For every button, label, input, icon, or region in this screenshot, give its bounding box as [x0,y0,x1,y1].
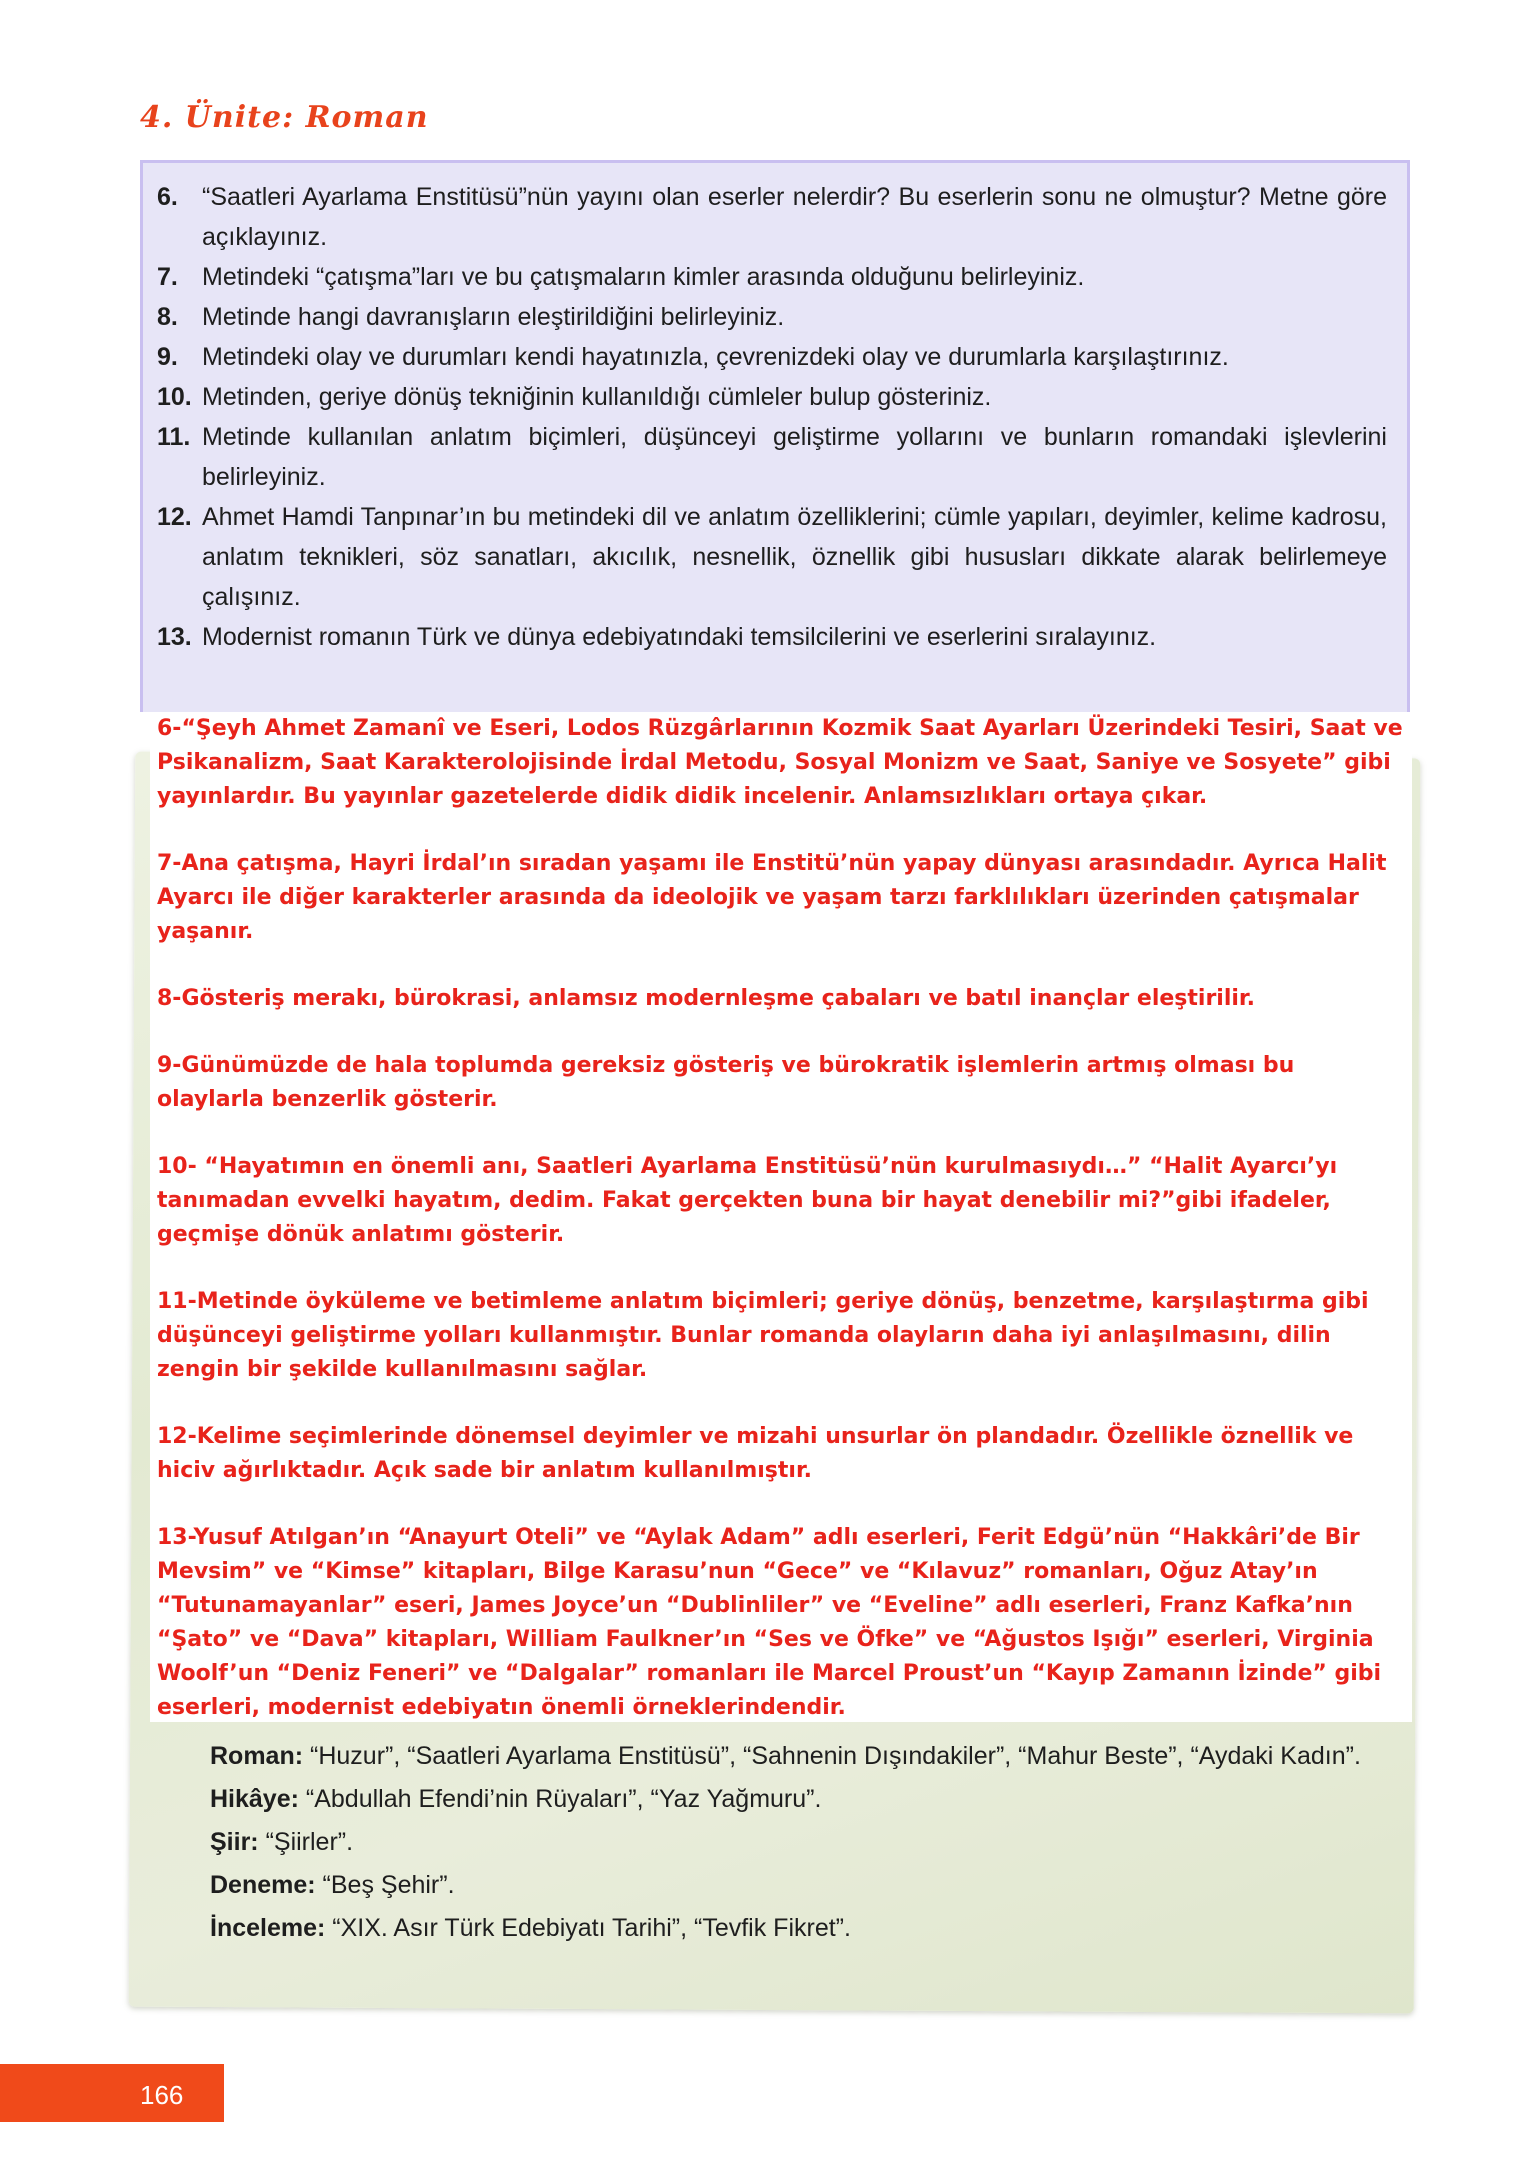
answers-block [150,712,1412,1722]
answer-7: 7-Ana çatışma, Hayri İrdal’ın sıradan yaşamı ile Enstitü’nün yapay dünyası arasındadır. Ayrıca Halit Ayarcı ile diğer karakterler arasında da ideolojik ve yaşam tarzı farklılıkları üzerinden çatışmalar yaşanır. [157,851,1387,944]
works-inceleme-text: “XIX. Asır Türk Edebiyatı Tarihi”, “Tevfik Fikret”. [325,1914,851,1942]
question-11 [157,417,1387,497]
question-number: 7. [157,263,178,291]
works-deneme-text: “Beş Şehir”. [315,1871,455,1899]
question-9 [157,337,1387,377]
answer-6: 6-“Şeyh Ahmet Zamanî ve Eseri, Lodos Rüzgârlarının Kozmik Saat Ayarları Üzerindeki Tesiri, Saat ve Psikanalizm, Saat Karakterolojisinde İrdal Metodu, Sosyal Monizm ve Saat, Saniye ve Sosyete” gibi yayınlardır. Bu yayınlar gazetelerde didik didik incelenir. Anlamsızlıkları ortaya çıkar. [157,716,1403,809]
works-inceleme-label: İnceleme: [210,1914,326,1942]
works-list [160,1735,1405,1950]
question-text: Metindeki “çatışma”ları ve bu çatışmaların kimler arasında olduğunu belirleyiniz. [202,263,1085,291]
answer-11: 11-Metinde öyküleme ve betimleme anlatım biçimleri; geriye dönüş, benzetme, karşılaştırma gibi düşünceyi geliştirme yolları kullanmıştır. Bunlar romanda olayların daha iyi anlaşılmasını, dilin zengin bir şekilde kullanılmasını sağlar. [157,1289,1369,1382]
question-text: Ahmet Hamdi Tanpınar’ın bu metindeki dil ve anlatım özelliklerini; cümle yapıları, deyimler, kelime kadrosu, anlatım teknikleri, söz sanatları, akıcılık, nesnellik, öznellik gibi hususları dikkate alarak belirlemeye çalışınız. [202,503,1387,611]
question-8 [157,297,1387,337]
question-number: 11. [157,423,191,451]
works-deneme [160,1864,1405,1907]
works-hikaye-text: “Abdullah Efendi’nin Rüyaları”, “Yaz Yağmuru”. [298,1785,822,1813]
answer-9: 9-Günümüzde de hala toplumda gereksiz gösteriş ve bürokratik işlemlerin artmış olması bu olaylarla benzerlik gösterir. [157,1053,1295,1112]
unit-title: 4. Ünite: Roman [140,100,429,135]
question-text: Modernist romanın Türk ve dünya edebiyatındaki temsilcilerini ve eserlerini sıralayınız. [202,623,1157,651]
works-roman-text: “Huzur”, “Saatleri Ayarlama Enstitüsü”, “Sahnenin Dışındakiler”, “Mahur Beste”, “Aydaki Kadın”. [303,1742,1361,1770]
question-number: 10. [157,383,192,411]
answer-13: 13-Yusuf Atılgan’ın “Anayurt Oteli” ve “Aylak Adam” adlı eserleri, Ferit Edgü’nün “Hakkâri’de Bir Mevsim” ve “Kimse” kitapları, Bilge Karasu’nun “Gece” ve “Kılavuz” romanları, Oğuz Atay’ın “Tutunamayanlar” eseri, James Joyce’un “Dublinliler” ve “Eveline” adlı eserleri, Franz Kafka’nın “Şato” ve “Dava” kitapları, William Faulkner’ın “Ses ve Öfke” ve “Ağustos Işığı” eserleri, Virginia Woolf’un “Deniz Feneri” ve “Dalgalar” romanları ile Marcel Proust’un “Kayıp Zamanın İzinde” gibi eserleri, modernist edebiyatın önemli örneklerindendir. [157,1525,1382,1720]
question-text: Metindeki olay ve durumları kendi hayatınızla, çevrenizdeki olay ve durumlarla karşılaştırınız. [202,343,1229,371]
question-number: 8. [157,303,178,331]
page-number-badge [0,2064,224,2122]
works-hikaye [160,1778,1405,1821]
question-text: Metinden, geriye dönüş tekniğinin kullanıldığı cümleler bulup gösteriniz. [202,383,992,411]
works-hikaye-label: Hikâye: [210,1785,299,1813]
question-text: “Saatleri Ayarlama Enstitüsü”nün yayını olan eserler nelerdir? Bu eserlerin sonu ne olmuştur? Metne göre açıklayınız. [202,183,1387,251]
question-number: 6. [157,183,178,211]
question-text: Metinde kullanılan anlatım biçimleri, düşünceyi geliştirme yollarını ve bunların romandaki işlevlerini belirleyiniz. [202,423,1387,491]
question-number: 13. [157,623,192,651]
question-number: 9. [157,343,178,371]
works-siir [160,1821,1405,1864]
answer-10: 10- “Hayatımın en önemli anı, Saatleri Ayarlama Enstitüsü’nün kurulmasıydı…” “Halit Ayarcı’yı tanımadan evvelki hayatım, dedim. Fakat gerçekten buna bir hayat denebilir mi?”gibi ifadeler, geçmişe dönük anlatımı gösterir. [157,1154,1338,1247]
question-7 [157,257,1387,297]
answer-12: 12-Kelime seçimlerinde dönemsel deyimler ve mizahi unsurlar ön plandadır. Özellikle öznellik ve hiciv ağırlıktadır. Açık sade bir anlatım kullanılmıştır. [157,1424,1354,1483]
answer-8: 8-Gösteriş merakı, bürokrasi, anlamsız modernleşme çabaları ve batıl inançlar eleştirilir. [157,986,1255,1011]
question-10 [157,377,1387,417]
question-13 [157,617,1387,657]
question-number: 12. [157,503,192,531]
works-roman [160,1735,1405,1778]
question-12 [157,497,1387,617]
works-inceleme [160,1907,1405,1950]
question-6 [157,177,1387,257]
works-deneme-label: Deneme: [210,1871,316,1899]
works-roman-label: Roman: [210,1742,304,1770]
works-siir-text: “Şiirler”. [258,1828,354,1856]
questions-box [140,160,1410,712]
works-siir-label: Şiir: [210,1828,259,1856]
question-text: Metinde hangi davranışların eleştirildiğini belirleyiniz. [202,303,785,331]
page-number: 166 [140,2080,184,2110]
